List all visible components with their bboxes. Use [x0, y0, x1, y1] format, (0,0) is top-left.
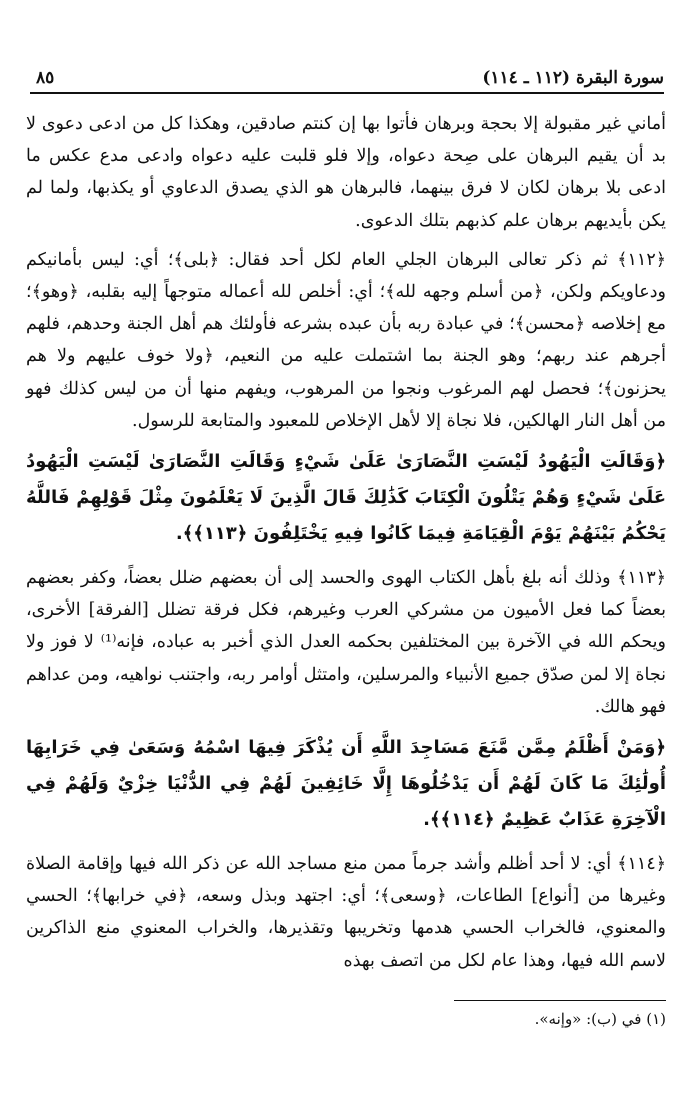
footnote-divider [454, 1000, 666, 1001]
main-text [26, 108, 666, 984]
quran-verse-113: ﴿وَقَالَتِ الْيَهُودُ لَيْسَتِ النَّصَارَىٰ عَلَىٰ شَيْءٍ وَقَالَتِ النَّصَارَىٰ لَيْسَتِ الْيَهُودُ عَلَىٰ شَيْءٍ وَهُمْ يَتْلُونَ الْكِتَابَ كَذَٰلِكَ قَالَ الَّذِينَ لَا يَعْلَمُونَ مِثْلَ قَوْلِهِمْ فَاللَّهُ يَحْكُمُ بَيْنَهُمْ يَوْمَ الْقِيَامَةِ فِيمَا كَانُوا فِيهِ يَخْتَلِفُونَ ﴿١١٣﴾﴾. [26, 451, 666, 545]
surah-title: سورة البقرة (١١٢ ـ ١١٤) [482, 68, 664, 88]
footnote: (١) في (ب): «وإنه». [534, 1010, 666, 1028]
page-header [36, 62, 664, 88]
page-number: ٨٥ [36, 68, 55, 88]
paragraph-commentary-114: ﴿١١٤﴾ أي: لا أحد أظلم وأشد جرماً ممن منع مساجد الله عن ذكر الله فيها وإقامة الصلاة وغيرها من [أنواع] الطاعات، ﴿وسعى﴾؛ أي: اجتهد وبذل وسعه، ﴿في خرابها﴾؛ الحسي والمعنوي، فالخراب الحسي هدمها وتخريبها وتقذيرها، والخراب المعنوي منع الذاكرين لاسم الله فيها، وهذا عام لكل من اتصف بهذه [26, 854, 666, 971]
paragraph-commentary-113: ﴿١١٣﴾ وذلك أنه بلغ بأهل الكتاب الهوى والحسد إلى أن بعضهم ضلل بعضاً، وكفر بعضهم بعضاً كما فعل الأميون من مشركي العرب وغيرهم، فكل فرقة تضلل [الفرقة] الأخرى، ويحكم الله في الآخرة بين المختلفين بحكمه العدل الذي أخبر به عباده، فإنه⁽¹⁾ لا فوز ولا نجاة إلا لمن صدّق جميع الأنبياء والمرسلين، وامتثل أوامر ربه، واجتنب نواهيه، ومن عداهم فهو هالك. [26, 568, 667, 717]
header-divider [30, 92, 664, 94]
paragraph-continuation: أماني غير مقبولة إلا بحجة وبرهان فأتوا بها إن كنتم صادقين، وهكذا كل من ادعى دعوى لا بد أن يقيم البرهان على صِحة دعواه، وإلا فلو قلبت عليه دعواه وادعى مدع عكس ما ادعى بلا برهان لكان لا فرق بينهما، فالبرهان هو الذي يصدق الدعاوي أو يكذبها، ولما لم يكن بأيديهم برهان علم كذبهم بتلك الدعوى. [26, 114, 666, 231]
paragraph-commentary-112: ﴿١١٢﴾ ثم ذكر تعالى البرهان الجلي العام لكل أحد فقال: ﴿بلى﴾؛ أي: ليس بأمانيكم ودعاويكم ولكن، ﴿من أسلم وجهه لله﴾؛ أي: أخلص لله أعماله متوجهاً إليه بقلبه، ﴿وهو﴾؛ مع إخلاصه ﴿محسن﴾؛ في عبادة ربه بأن عبده بشرعه فأولئك هم أهل الجنة وحدهم، فلهم أجرهم عند ربهم؛ وهو الجنة بما اشتملت عليه من النعيم، ﴿ولا خوف عليهم ولا هم يحزنون﴾؛ فحصل لهم المرغوب ونجوا من المرهوب، ويفهم منها أن من ليس كذلك فهو من أهل النار الهالكين، فلا نجاة إلا لأهل الإخلاص للمعبود والمتابعة للرسول. [26, 249, 666, 431]
quran-verse-114: ﴿وَمَنْ أَظْلَمُ مِمَّن مَّنَعَ مَسَاجِدَ اللَّهِ أَن يُذْكَرَ فِيهَا اسْمُهُ وَسَعَىٰ فِي خَرَابِهَا أُولَٰئِكَ مَا كَانَ لَهُمْ أَن يَدْخُلُوهَا إِلَّا خَائِفِينَ لَهُمْ فِي الدُّنْيَا خِزْيٌ وَلَهُمْ فِي الْآخِرَةِ عَذَابٌ عَظِيمٌ ﴿١١٤﴾﴾. [26, 737, 666, 831]
